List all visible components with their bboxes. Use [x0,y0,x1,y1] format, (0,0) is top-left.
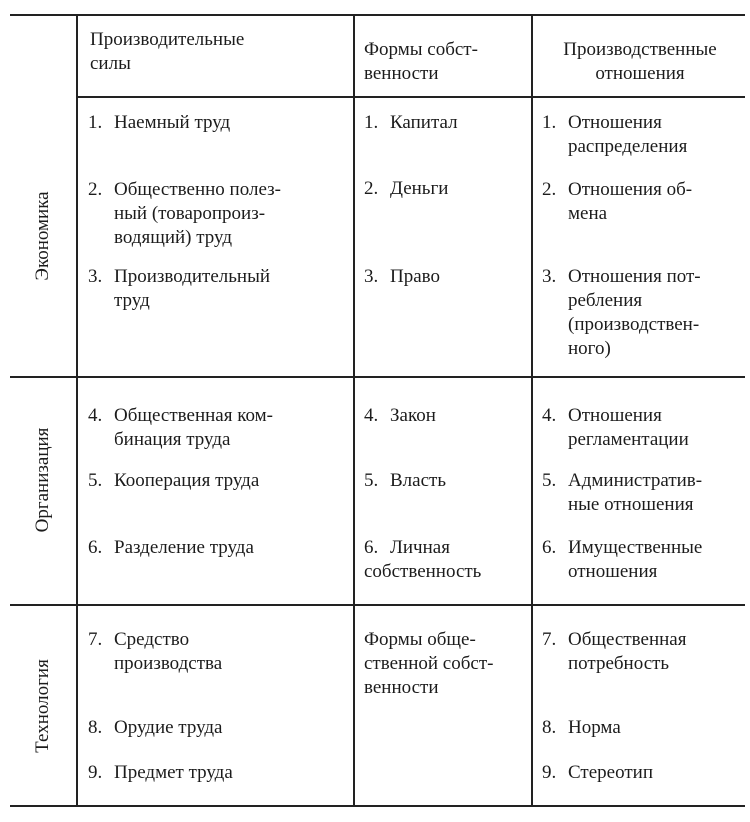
list-item [364,265,524,289]
item-text: отношения [568,561,658,582]
list-item [364,111,524,135]
item-text: производства [114,653,223,674]
item-text: Капитал [390,112,458,133]
list-item [542,628,742,676]
header-line: Производственные [563,39,717,60]
header-productive-forces [90,28,340,76]
row-label-organization: Организация [32,427,53,533]
item-number: 5. [542,470,557,491]
item-text: Закон [390,405,436,426]
header-line: силы [90,53,131,74]
item-text: Формы обще- [364,629,476,650]
top-rule [10,14,745,16]
list-item [364,177,524,201]
item-number: 2. [364,178,379,199]
list-item [542,404,742,452]
item-text: Разделение труда [114,537,254,558]
item-number: 5. [88,470,103,491]
item-text: Административ- [568,470,703,491]
item-number: 5. [364,470,379,491]
row-divider-2 [10,604,745,606]
item-number: 8. [542,717,557,738]
item-text: водящий) труд [114,227,232,248]
list-item [88,265,343,313]
header-line: Формы собст- [364,39,478,60]
item-text: Отношения об- [568,179,693,200]
item-text: бинация труда [114,429,231,450]
item-text: Деньги [390,178,449,199]
list-item [542,178,742,226]
list-item [88,404,343,452]
column-divider-1 [76,16,78,806]
forms-of-social-property [364,628,524,700]
item-text: Отношения [568,112,662,133]
list-item [542,536,742,584]
item-text: мена [568,203,608,224]
item-number: 9. [542,762,557,783]
item-number: 6. [88,537,103,558]
column-divider-3 [531,16,533,806]
item-number: 1. [88,112,103,133]
item-text: распределения [568,136,688,157]
item-text: труд [114,290,150,311]
item-text: регламентации [568,429,689,450]
bottom-rule [10,805,745,807]
list-item [88,178,343,250]
item-text: ственной собст- [364,653,494,674]
item-text: Производительный [114,266,271,287]
item-number: 2. [88,179,103,200]
item-number: 7. [88,629,103,650]
item-number: 1. [364,112,379,133]
item-text: Средство [114,629,190,650]
row-divider-1 [10,376,745,378]
item-number: 4. [364,405,379,426]
item-number: 3. [542,266,557,287]
header-line: отношения [595,63,685,84]
item-text: потребность [568,653,670,674]
item-text: Общественная ком- [114,405,273,426]
item-number: 6. [364,537,379,558]
item-text: Отношения пот- [568,266,701,287]
item-number: 9. [88,762,103,783]
list-item [364,469,524,493]
list-item [542,716,742,740]
column-divider-2 [353,16,355,806]
list-item [542,761,742,785]
list-item [364,536,529,584]
header-production-relations [540,38,740,86]
item-text: Стереотип [568,762,653,783]
list-item [542,469,742,517]
item-text: ные отношения [568,494,694,515]
header-forms-of-property [364,38,524,86]
list-item [88,716,343,740]
header-line: венности [364,63,439,84]
item-text: Общественно полез- [114,179,281,200]
item-text: Власть [390,470,446,491]
item-text: Кооперация труда [114,470,260,491]
row-label-technology: Технология [32,659,53,753]
item-text: Наемный труд [114,112,231,133]
item-number: 6. [542,537,557,558]
item-number: 4. [88,405,103,426]
item-text: Имущественные [568,537,703,558]
list-item [88,469,343,493]
item-text: ного) [568,338,611,359]
item-text: Право [390,266,440,287]
item-text: Отношения [568,405,662,426]
item-number: 4. [542,405,557,426]
item-text: ный (товаропроиз- [114,203,266,224]
list-item [542,111,742,159]
item-text: ребления [568,290,643,311]
item-text: собственность [364,561,482,582]
item-number: 2. [542,179,557,200]
header-line: Производительные [90,29,245,50]
item-number: 7. [542,629,557,650]
list-item [88,536,343,560]
item-text: Норма [568,717,621,738]
item-text: Предмет труда [114,762,233,783]
item-text: Общественная [568,629,687,650]
list-item [542,265,742,361]
list-item [364,404,524,428]
row-label-economy: Экономика [32,191,53,281]
item-number: 3. [364,266,379,287]
item-number: 3. [88,266,103,287]
list-item [88,111,338,135]
item-text: Личная [390,537,450,558]
item-text: венности [364,677,439,698]
header-rule [78,96,745,98]
item-text: (производствен- [568,314,700,335]
item-number: 8. [88,717,103,738]
item-text: Орудие труда [114,717,223,738]
item-number: 1. [542,112,557,133]
list-item [88,761,343,785]
list-item [88,628,343,676]
